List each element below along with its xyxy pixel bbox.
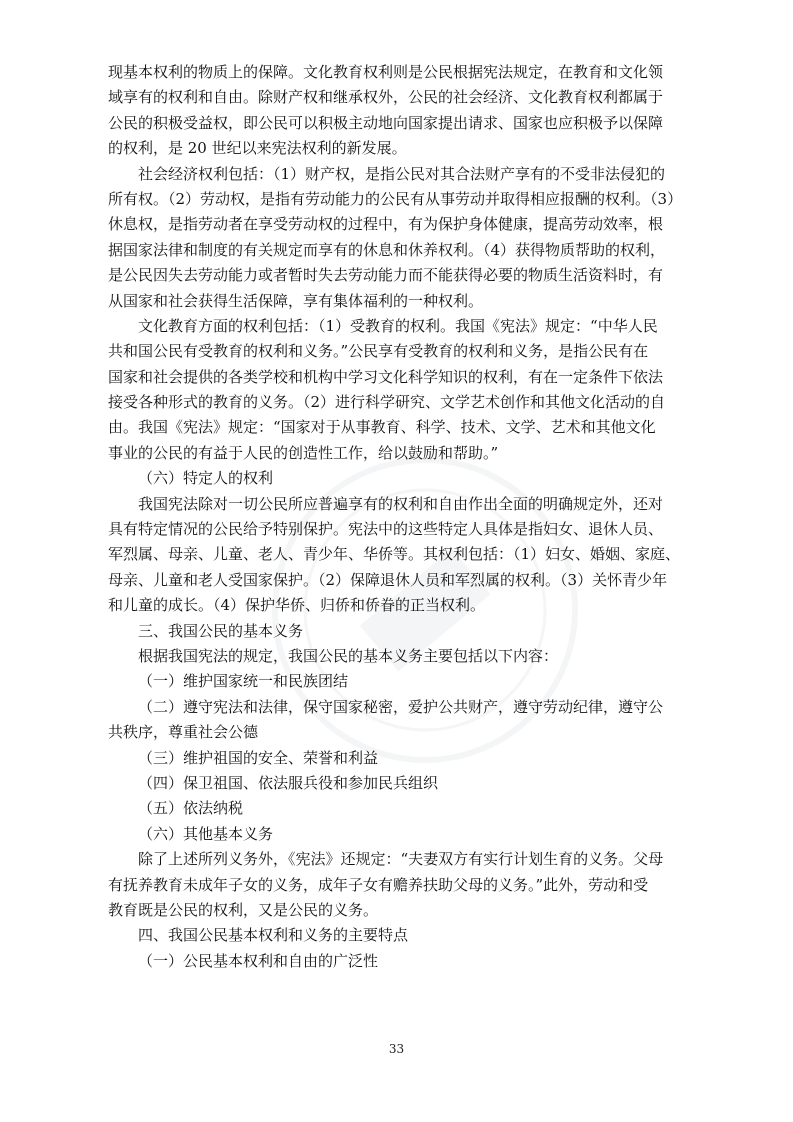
- text-line: 所有权。（2）劳动权，是指有劳动能力的公民有从事劳动并取得相应报酬的权利。（3）: [108, 189, 683, 208]
- list-item-continuation: 共秩序，尊重社会公德: [108, 723, 259, 742]
- text-line: 军烈属、母亲、儿童、老人、青少年、华侨等。其权利包括：（1）妇女、婚姻、家庭、: [108, 545, 681, 564]
- text-line: 国家和社会提供的各类学校和机构中学习文化科学知识的权利，有在一定条件下依法: [108, 367, 664, 386]
- section-heading: 四、我国公民基本权利和义务的主要特点: [138, 926, 409, 945]
- text-line: 公民的积极受益权，即公民可以积极主动地向国家提出请求、国家也应积极予以保障: [108, 113, 664, 132]
- text-line: 域享有的权利和自由。除财产权和继承权外，公民的社会经济、文化教育权利都属于: [108, 88, 664, 107]
- section-heading: （六）特定人的权利: [138, 469, 274, 488]
- text-line: 由。我国《宪法》规定：“国家对于从事教育、科学、技术、文学、艺术和其他文化: [108, 418, 656, 437]
- list-item: （四）保卫祖国、依法服兵役和参加民兵组织: [138, 773, 439, 792]
- list-item: （一）维护国家统一和民族团结: [138, 672, 349, 691]
- text-line: 除了上述所列义务外，《宪法》还规定：“夫妻双方有实行计划生育的义务。父母: [138, 850, 664, 869]
- text-line: 的权利，是 20 世纪以来宪法权利的新发展。: [108, 139, 407, 158]
- text-line: 是公民因失去劳动能力或者暂时失去劳动能力而不能获得必要的物质生活资料时，有: [108, 266, 664, 285]
- list-item: （一）公民基本权利和自由的广泛性: [138, 951, 379, 970]
- text-line: 根据我国宪法的规定，我国公民的基本义务主要包括以下内容：: [138, 646, 559, 665]
- text-line: 母亲、儿童和老人受国家保护。（2）保障退休人员和军烈属的权利。（3）关怀青少年: [108, 570, 668, 589]
- list-item: （二）遵守宪法和法律，保守国家秘密，爱护公共财产，遵守劳动纪律，遵守公: [138, 697, 664, 716]
- document-body: [108, 60, 698, 974]
- text-line: 社会经济权利包括：（1）财产权，是指公民对其合法财产享有的不受非法侵犯的: [138, 164, 666, 183]
- text-line: 接受各种形式的教育的义务。（2）进行科学研究、文学艺术创作和其他文化活动的自: [108, 393, 666, 412]
- text-line: 和儿童的成长。（4）保护华侨、归侨和侨眷的正当权利。: [108, 596, 486, 615]
- text-line: 现基本权利的物质上的保障。文化教育权利则是公民根据宪法规定，在教育和文化领: [108, 63, 664, 81]
- text-line: 从国家和社会获得生活保障，享有集体福利的一种权利。: [108, 291, 484, 310]
- text-line: 教育既是公民的权利，又是公民的义务。: [108, 900, 379, 919]
- text-line: 有抚养教育未成年子女的义务，成年子女有赡养扶助父母的义务。”此外，劳动和受: [108, 875, 649, 894]
- list-item: （三）维护祖国的安全、荣誉和利益: [138, 748, 379, 767]
- list-item: （五）依法纳税: [138, 799, 244, 818]
- text-line: 休息权，是指劳动者在享受劳动权的过程中，有为保护身体健康，提高劳动效率，根: [108, 215, 664, 234]
- text-line: 文化教育方面的权利包括：（1）受教育的权利。我国《宪法》规定：“中华人民: [138, 316, 658, 335]
- text-line: 具有特定情况的公民给予特别保护。宪法中的这些特定人具体是指妇女、退休人员、: [108, 520, 664, 539]
- text-line: 我国宪法除对一切公民所应普遍享有的权利和自由作出全面的明确规定外，还对: [138, 494, 664, 513]
- text-line: 事业的公民的有益于人民的创造性工作，给以鼓励和帮助。”: [108, 443, 499, 462]
- section-heading: 三、我国公民的基本义务: [138, 621, 304, 640]
- list-item: （六）其他基本义务: [138, 824, 274, 843]
- text-line: 据国家法律和制度的有关规定而享有的休息和休养权利。（4）获得物质帮助的权利，: [108, 240, 666, 259]
- page-number: 33: [388, 1042, 405, 1056]
- text-line: 共和国公民有受教育的权利和义务。”公民享有受教育的权利和义务，是指公民有在: [108, 342, 649, 361]
